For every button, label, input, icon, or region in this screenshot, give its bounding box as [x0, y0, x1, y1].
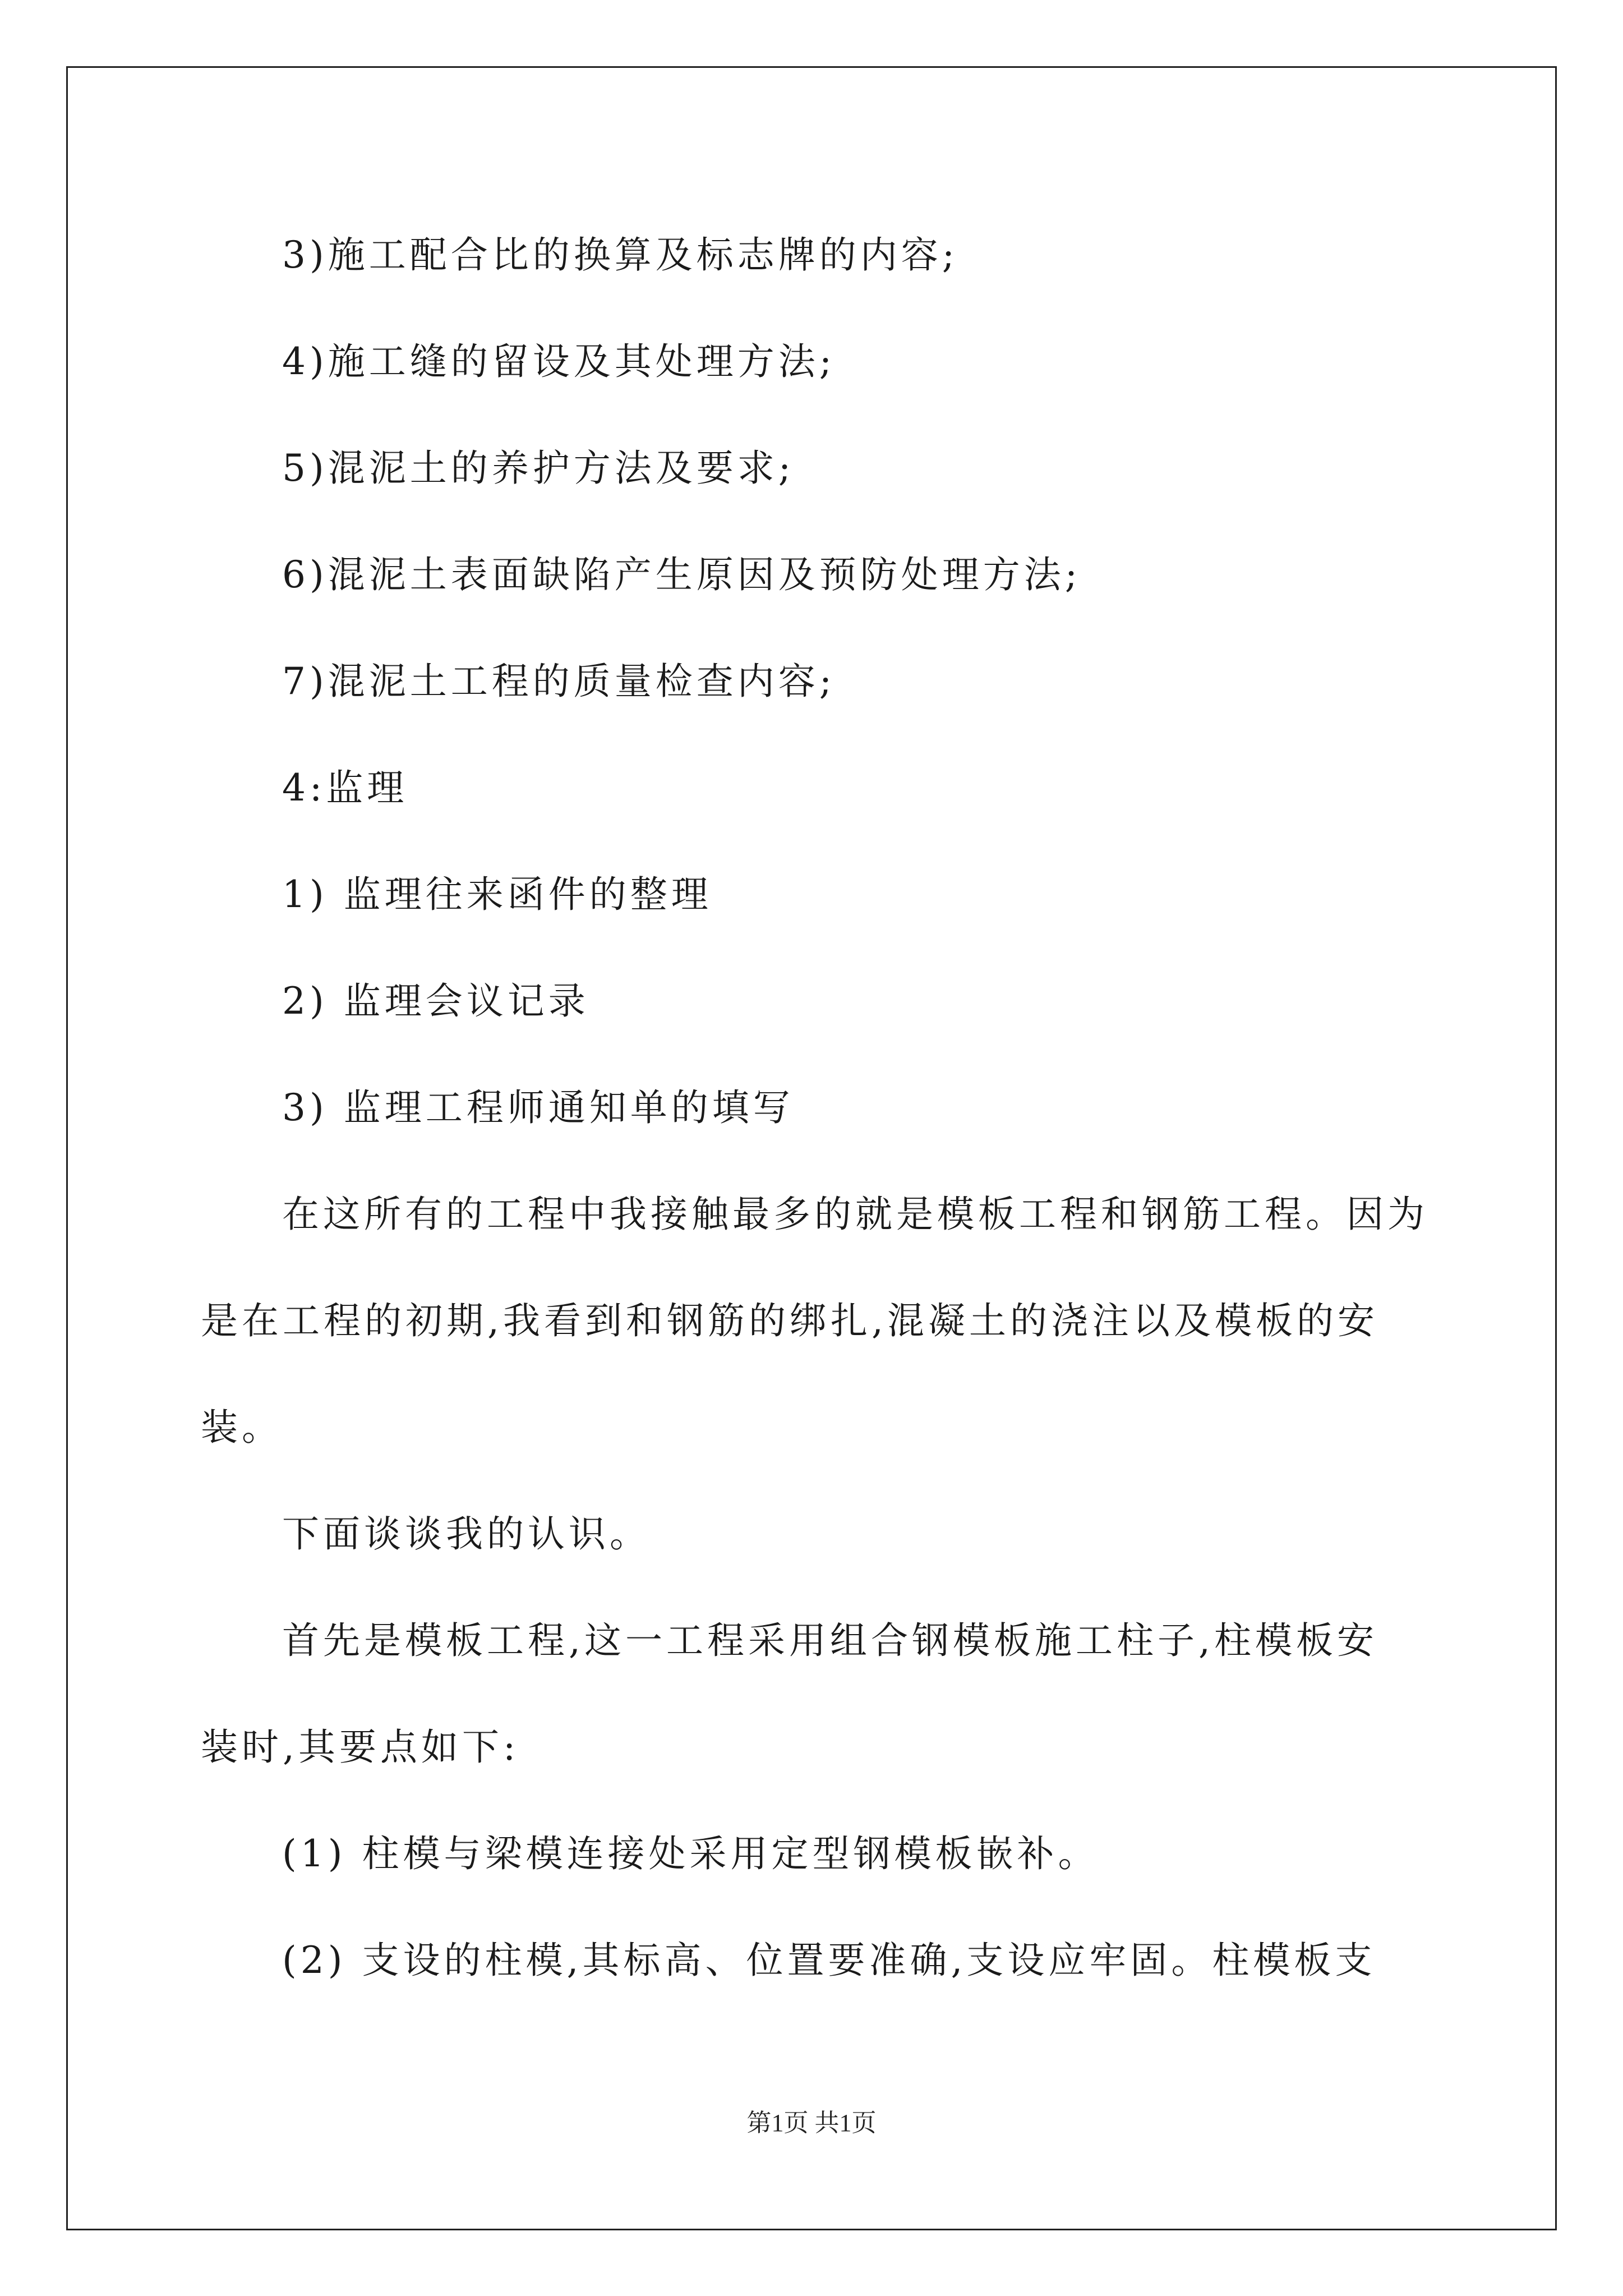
text-line: 6)混泥土表面缺陷产生原因及预防处理方法;: [282, 553, 1081, 596]
document-body: [201, 202, 1435, 2014]
paragraph-line: 是在工程的初期,我看到和钢筋的绑扎,混凝土的浇注以及模板的安: [201, 1299, 1378, 1342]
text-line: 2) 监理会议记录: [282, 979, 589, 1023]
paragraph-line: 首先是模板工程,这一工程采用组合钢模板施工柱子,柱模板安: [282, 1619, 1378, 1662]
paragraph-line: 下面谈谈我的认识。: [282, 1512, 651, 1556]
text-line: 7)混泥土工程的质量检查内容;: [282, 660, 836, 703]
page-footer: 第1页 共1页: [746, 2109, 877, 2137]
text-line: 1) 监理往来函件的整理: [282, 873, 712, 916]
text-line: (2) 支设的柱模,其标高、位置要准确,支设应牢固。柱模板支: [282, 1939, 1376, 1982]
paragraph-line: 装。: [201, 1406, 283, 1449]
section-heading: 4:监理: [282, 766, 408, 809]
text-line: 4)施工缝的留设及其处理方法;: [282, 340, 836, 383]
text-line: 3) 监理工程师通知单的填写: [282, 1086, 794, 1129]
paragraph-line: 装时,其要点如下:: [201, 1726, 520, 1769]
text-line: (1) 柱模与梁模连接处采用定型钢模板嵌补。: [282, 1832, 1099, 1875]
text-line: 5)混泥土的养护方法及要求;: [282, 447, 795, 490]
paragraph-line: 在这所有的工程中我接触最多的就是模板工程和钢筋工程。因为: [282, 1193, 1428, 1236]
text-line: 3)施工配合比的换算及标志牌的内容;: [282, 233, 958, 277]
